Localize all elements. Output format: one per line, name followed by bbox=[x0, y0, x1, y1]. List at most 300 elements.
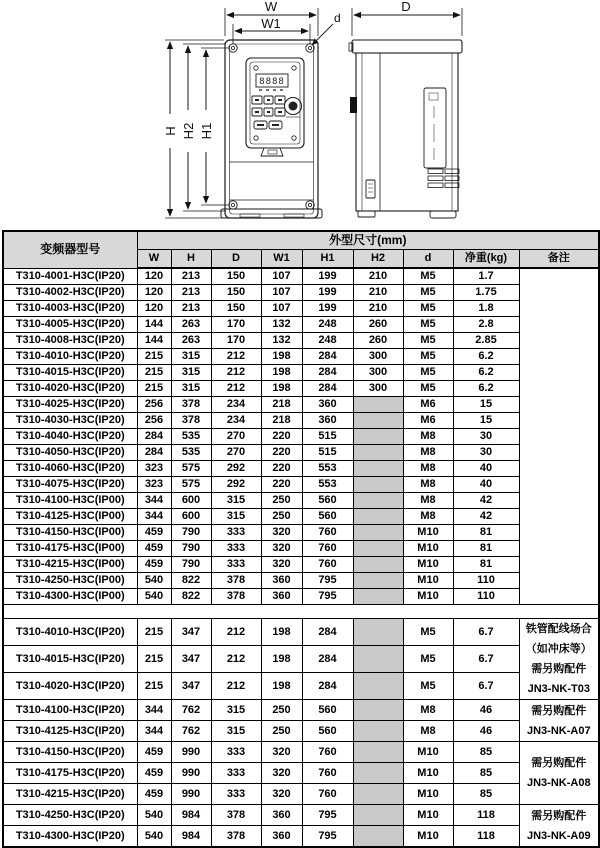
dim-cell-d: M8 bbox=[403, 429, 453, 445]
keypad-panel bbox=[246, 58, 304, 148]
dim-cell-h1: 199 bbox=[302, 285, 353, 301]
dim-cell-h: 315 bbox=[171, 381, 211, 397]
dim-cell-h2 bbox=[353, 784, 403, 805]
spec-table-body bbox=[3, 268, 599, 847]
header-weight: 净重(kg) bbox=[453, 250, 519, 269]
dim-cell-d: M5 bbox=[403, 365, 453, 381]
dim-cell-h: 535 bbox=[171, 429, 211, 445]
model-cell: T310-4150-H3C(IP00) bbox=[3, 525, 137, 541]
dim-cell-d: M5 bbox=[403, 333, 453, 349]
dim-cell-h1: 760 bbox=[302, 784, 353, 805]
dim-cell-d: M5 bbox=[403, 349, 453, 365]
dim-cell-h: 263 bbox=[171, 317, 211, 333]
dim-cell-h: 575 bbox=[171, 461, 211, 477]
dim-cell-h2 bbox=[353, 742, 403, 763]
dim-cell-w: 284 bbox=[137, 445, 171, 461]
dim-cell-w1: 220 bbox=[261, 445, 302, 461]
dim-cell-h1: 360 bbox=[302, 413, 353, 429]
dim-cell-d: M10 bbox=[403, 557, 453, 573]
dim-cell-w1: 320 bbox=[261, 742, 302, 763]
dim-cell-w1: 320 bbox=[261, 763, 302, 784]
dim-cell-d: M5 bbox=[403, 301, 453, 317]
table-row bbox=[3, 365, 599, 381]
dim-cell-d: M8 bbox=[403, 445, 453, 461]
dim-label-w: W bbox=[264, 0, 278, 14]
dim-cell-w: 344 bbox=[137, 509, 171, 525]
dim-cell-h1: 760 bbox=[302, 541, 353, 557]
dim-cell-h2 bbox=[353, 557, 403, 573]
dim-cell-wt: 2.8 bbox=[453, 317, 519, 333]
dim-cell-dd: 315 bbox=[211, 700, 261, 721]
table-row bbox=[3, 573, 599, 589]
dim-cell-h1: 284 bbox=[302, 673, 353, 700]
dim-cell-wt: 40 bbox=[453, 477, 519, 493]
display-digits: 8888 bbox=[259, 77, 285, 87]
dim-cell-h1: 515 bbox=[302, 429, 353, 445]
dim-cell-wt: 6.7 bbox=[453, 646, 519, 673]
dim-cell-dd: 212 bbox=[211, 646, 261, 673]
table-row bbox=[3, 461, 599, 477]
dim-cell-dd: 234 bbox=[211, 413, 261, 429]
dim-cell-h: 315 bbox=[171, 365, 211, 381]
dim-cell-w: 256 bbox=[137, 413, 171, 429]
dim-cell-d: M5 bbox=[403, 619, 453, 646]
dim-cell-dd: 378 bbox=[211, 805, 261, 826]
dim-cell-w: 144 bbox=[137, 317, 171, 333]
table-row bbox=[3, 619, 599, 646]
dim-cell-w: 540 bbox=[137, 573, 171, 589]
dim-label-d: d bbox=[334, 11, 341, 25]
dim-cell-dd: 378 bbox=[211, 573, 261, 589]
dim-cell-h2: 260 bbox=[353, 317, 403, 333]
dim-cell-h: 347 bbox=[171, 673, 211, 700]
dim-cell-wt: 81 bbox=[453, 557, 519, 573]
dim-cell-h: 790 bbox=[171, 541, 211, 557]
dim-cell-w: 256 bbox=[137, 397, 171, 413]
dim-cell-w1: 218 bbox=[261, 413, 302, 429]
dim-cell-wt: 81 bbox=[453, 525, 519, 541]
dim-cell-h1: 760 bbox=[302, 557, 353, 573]
table-row bbox=[3, 805, 599, 826]
header-col-screw: d bbox=[403, 250, 453, 269]
table-row bbox=[3, 763, 599, 784]
dim-cell-w: 120 bbox=[137, 285, 171, 301]
dim-cell-h2 bbox=[353, 397, 403, 413]
dim-cell-w: 459 bbox=[137, 763, 171, 784]
dim-cell-w: 344 bbox=[137, 493, 171, 509]
table-row bbox=[3, 589, 599, 605]
dim-cell-h1: 760 bbox=[302, 742, 353, 763]
keypad-buttons bbox=[252, 96, 285, 129]
dim-cell-wt: 110 bbox=[453, 573, 519, 589]
dim-cell-h2 bbox=[353, 589, 403, 605]
model-cell: T310-4250-H3C(IP20) bbox=[3, 805, 137, 826]
dim-cell-h1: 360 bbox=[302, 397, 353, 413]
dim-cell-h1: 795 bbox=[302, 826, 353, 848]
model-cell: T310-4100-H3C(IP20) bbox=[3, 700, 137, 721]
dim-cell-dd: 292 bbox=[211, 477, 261, 493]
vent-slots bbox=[428, 169, 459, 188]
model-cell: T310-4250-H3C(IP00) bbox=[3, 573, 137, 589]
dim-cell-dd: 150 bbox=[211, 268, 261, 285]
dim-cell-h2 bbox=[353, 826, 403, 848]
dim-cell-dd: 170 bbox=[211, 333, 261, 349]
dim-cell-w1: 220 bbox=[261, 461, 302, 477]
speed-knob bbox=[285, 98, 302, 118]
model-cell: T310-4075-H3C(IP20) bbox=[3, 477, 137, 493]
dim-cell-dd: 270 bbox=[211, 445, 261, 461]
dim-cell-w1: 198 bbox=[261, 619, 302, 646]
dim-cell-dd: 212 bbox=[211, 365, 261, 381]
dim-cell-wt: 118 bbox=[453, 805, 519, 826]
dim-cell-h2 bbox=[353, 413, 403, 429]
dim-cell-h: 213 bbox=[171, 285, 211, 301]
dim-label-h1: H1 bbox=[199, 122, 214, 140]
dim-cell-dd: 333 bbox=[211, 541, 261, 557]
header-col-w1: W1 bbox=[261, 250, 302, 269]
dim-cell-dd: 333 bbox=[211, 784, 261, 805]
model-cell: T310-4040-H3C(IP20) bbox=[3, 429, 137, 445]
dim-cell-w: 120 bbox=[137, 301, 171, 317]
dim-cell-d: M10 bbox=[403, 541, 453, 557]
table-row bbox=[3, 317, 599, 333]
dim-cell-h: 575 bbox=[171, 477, 211, 493]
dim-cell-w: 215 bbox=[137, 349, 171, 365]
dim-cell-w1: 132 bbox=[261, 317, 302, 333]
model-cell: T310-4008-H3C(IP20) bbox=[3, 333, 137, 349]
dim-cell-h: 790 bbox=[171, 525, 211, 541]
dim-cell-w1: 360 bbox=[261, 826, 302, 848]
dim-cell-w: 459 bbox=[137, 541, 171, 557]
dim-cell-wt: 2.85 bbox=[453, 333, 519, 349]
dim-cell-h1: 248 bbox=[302, 333, 353, 349]
dim-cell-wt: 1.7 bbox=[453, 268, 519, 285]
model-cell: T310-4025-H3C(IP20) bbox=[3, 397, 137, 413]
header-model: 变频器型号 bbox=[3, 231, 137, 268]
dim-cell-h2 bbox=[353, 763, 403, 784]
dim-cell-h1: 760 bbox=[302, 525, 353, 541]
model-cell: T310-4125-H3C(IP20) bbox=[3, 721, 137, 742]
dim-cell-h: 762 bbox=[171, 721, 211, 742]
table-row bbox=[3, 509, 599, 525]
dim-cell-w: 344 bbox=[137, 700, 171, 721]
table-row bbox=[3, 525, 599, 541]
dim-cell-d: M8 bbox=[403, 509, 453, 525]
dim-cell-dd: 333 bbox=[211, 763, 261, 784]
dim-cell-w1: 360 bbox=[261, 589, 302, 605]
remark-cell: 需另购配件 JN3-NK-A09 bbox=[519, 805, 599, 848]
dim-cell-w1: 220 bbox=[261, 477, 302, 493]
table-row bbox=[3, 333, 599, 349]
dim-cell-d: M8 bbox=[403, 493, 453, 509]
dim-cell-wt: 85 bbox=[453, 742, 519, 763]
model-cell: T310-4300-H3C(IP20) bbox=[3, 826, 137, 848]
dim-cell-h2: 210 bbox=[353, 285, 403, 301]
dim-cell-h2: 300 bbox=[353, 349, 403, 365]
dim-cell-w1: 360 bbox=[261, 805, 302, 826]
dim-cell-d: M5 bbox=[403, 285, 453, 301]
dim-cell-wt: 30 bbox=[453, 429, 519, 445]
model-cell: T310-4215-H3C(IP00) bbox=[3, 557, 137, 573]
dim-cell-d: M10 bbox=[403, 784, 453, 805]
model-cell: T310-4020-H3C(IP20) bbox=[3, 673, 137, 700]
dim-cell-w1: 198 bbox=[261, 646, 302, 673]
remark-cell: 需另购配件 JN3-NK-A07 bbox=[519, 700, 599, 742]
dimension-diagram-svg bbox=[0, 0, 600, 230]
model-cell: T310-4175-H3C(IP20) bbox=[3, 763, 137, 784]
dim-cell-h2 bbox=[353, 429, 403, 445]
dim-cell-h2 bbox=[353, 541, 403, 557]
header-dims-group: 外型尺寸(mm) bbox=[137, 231, 599, 250]
dim-cell-h1: 553 bbox=[302, 477, 353, 493]
dim-cell-w: 144 bbox=[137, 333, 171, 349]
dim-cell-h: 984 bbox=[171, 805, 211, 826]
dim-cell-w1: 198 bbox=[261, 673, 302, 700]
dim-cell-h2 bbox=[353, 619, 403, 646]
dim-cell-wt: 1.75 bbox=[453, 285, 519, 301]
dim-cell-h: 600 bbox=[171, 509, 211, 525]
front-view-drawing bbox=[163, 0, 341, 218]
dim-label-h2: H2 bbox=[181, 122, 196, 140]
dimension-diagram bbox=[0, 0, 600, 230]
table-row bbox=[3, 721, 599, 742]
dim-label-h: H bbox=[163, 126, 178, 136]
block-separator bbox=[3, 605, 599, 619]
dim-cell-h2 bbox=[353, 509, 403, 525]
dim-cell-wt: 110 bbox=[453, 589, 519, 605]
table-row bbox=[3, 826, 599, 848]
dim-cell-h1: 284 bbox=[302, 619, 353, 646]
table-row bbox=[3, 557, 599, 573]
model-cell: T310-4003-H3C(IP20) bbox=[3, 301, 137, 317]
header-col-d: D bbox=[211, 250, 261, 269]
dim-cell-dd: 333 bbox=[211, 525, 261, 541]
dim-cell-h: 378 bbox=[171, 397, 211, 413]
dim-cell-w: 215 bbox=[137, 365, 171, 381]
dim-cell-d: M5 bbox=[403, 317, 453, 333]
dim-cell-w1: 250 bbox=[261, 509, 302, 525]
dim-cell-dd: 150 bbox=[211, 285, 261, 301]
model-cell: T310-4002-H3C(IP20) bbox=[3, 285, 137, 301]
header-col-h: H bbox=[171, 250, 211, 269]
table-row bbox=[3, 397, 599, 413]
dim-cell-h1: 199 bbox=[302, 268, 353, 285]
dim-cell-h1: 760 bbox=[302, 763, 353, 784]
dim-cell-dd: 212 bbox=[211, 349, 261, 365]
dim-cell-h: 822 bbox=[171, 573, 211, 589]
dim-cell-h: 600 bbox=[171, 493, 211, 509]
dim-cell-d: M10 bbox=[403, 525, 453, 541]
dim-cell-d: M10 bbox=[403, 826, 453, 848]
header-col-w: W bbox=[137, 250, 171, 269]
dim-cell-dd: 292 bbox=[211, 461, 261, 477]
dim-cell-h: 822 bbox=[171, 589, 211, 605]
dim-cell-w1: 250 bbox=[261, 493, 302, 509]
dim-label-depth: D bbox=[401, 0, 411, 14]
dim-cell-h1: 284 bbox=[302, 365, 353, 381]
dim-cell-h1: 560 bbox=[302, 721, 353, 742]
dim-cell-w1: 107 bbox=[261, 301, 302, 317]
dim-cell-w: 120 bbox=[137, 268, 171, 285]
dim-cell-dd: 378 bbox=[211, 826, 261, 848]
table-row bbox=[3, 784, 599, 805]
table-row bbox=[3, 381, 599, 397]
model-cell: T310-4020-H3C(IP20) bbox=[3, 381, 137, 397]
dim-cell-w1: 198 bbox=[261, 365, 302, 381]
model-cell: T310-4010-H3C(IP20) bbox=[3, 349, 137, 365]
dim-cell-h: 984 bbox=[171, 826, 211, 848]
dim-cell-dd: 270 bbox=[211, 429, 261, 445]
table-row bbox=[3, 429, 599, 445]
dim-cell-w1: 198 bbox=[261, 381, 302, 397]
dim-cell-w1: 360 bbox=[261, 573, 302, 589]
table-row bbox=[3, 445, 599, 461]
dim-cell-h2 bbox=[353, 700, 403, 721]
dim-cell-w1: 320 bbox=[261, 784, 302, 805]
dim-cell-h2 bbox=[353, 493, 403, 509]
dim-cell-h1: 284 bbox=[302, 381, 353, 397]
dim-cell-dd: 212 bbox=[211, 673, 261, 700]
model-cell: T310-4060-H3C(IP20) bbox=[3, 461, 137, 477]
dim-cell-wt: 6.7 bbox=[453, 619, 519, 646]
dim-cell-w: 215 bbox=[137, 673, 171, 700]
dim-cell-d: M6 bbox=[403, 397, 453, 413]
dim-cell-h: 535 bbox=[171, 445, 211, 461]
dim-cell-wt: 6.7 bbox=[453, 673, 519, 700]
model-cell: T310-4215-H3C(IP20) bbox=[3, 784, 137, 805]
dim-cell-h1: 515 bbox=[302, 445, 353, 461]
dim-cell-w: 459 bbox=[137, 525, 171, 541]
dim-cell-h2: 300 bbox=[353, 365, 403, 381]
dim-cell-h2 bbox=[353, 673, 403, 700]
dim-cell-w: 344 bbox=[137, 721, 171, 742]
dim-cell-wt: 46 bbox=[453, 700, 519, 721]
dim-cell-wt: 85 bbox=[453, 784, 519, 805]
dim-cell-wt: 15 bbox=[453, 413, 519, 429]
dim-cell-d: M5 bbox=[403, 646, 453, 673]
table-row bbox=[3, 477, 599, 493]
model-cell: T310-4125-H3C(IP00) bbox=[3, 509, 137, 525]
dim-cell-w1: 107 bbox=[261, 268, 302, 285]
table-row bbox=[3, 285, 599, 301]
dim-cell-dd: 212 bbox=[211, 381, 261, 397]
table-row bbox=[3, 700, 599, 721]
dim-cell-h: 990 bbox=[171, 742, 211, 763]
dim-cell-wt: 42 bbox=[453, 509, 519, 525]
dim-cell-h: 990 bbox=[171, 763, 211, 784]
table-row bbox=[3, 493, 599, 509]
dim-cell-dd: 234 bbox=[211, 397, 261, 413]
model-cell: T310-4300-H3C(IP00) bbox=[3, 589, 137, 605]
remark-cell bbox=[519, 268, 599, 605]
dim-cell-dd: 378 bbox=[211, 589, 261, 605]
dim-cell-w: 215 bbox=[137, 381, 171, 397]
dim-cell-h2 bbox=[353, 525, 403, 541]
dim-cell-wt: 40 bbox=[453, 461, 519, 477]
header-row-1 bbox=[3, 231, 599, 250]
table-row bbox=[3, 268, 599, 285]
dim-cell-h: 990 bbox=[171, 784, 211, 805]
header-col-h1: H1 bbox=[302, 250, 353, 269]
remark-cell: 需另购配件 JN3-NK-A08 bbox=[519, 742, 599, 805]
dim-cell-h: 347 bbox=[171, 619, 211, 646]
dim-cell-h2: 210 bbox=[353, 301, 403, 317]
dim-cell-d: M10 bbox=[403, 573, 453, 589]
table-row bbox=[3, 413, 599, 429]
table-row bbox=[3, 742, 599, 763]
side-view-drawing bbox=[349, 0, 462, 218]
dim-cell-h: 762 bbox=[171, 700, 211, 721]
dim-cell-d: M8 bbox=[403, 461, 453, 477]
model-cell: T310-4005-H3C(IP20) bbox=[3, 317, 137, 333]
model-cell: T310-4150-H3C(IP20) bbox=[3, 742, 137, 763]
dim-cell-w1: 250 bbox=[261, 721, 302, 742]
dim-cell-w1: 320 bbox=[261, 557, 302, 573]
remark-cell: 铁管配线场合 （如冲床等） 需另购配件 JN3-NK-T03 bbox=[519, 619, 599, 700]
dim-cell-h1: 795 bbox=[302, 589, 353, 605]
model-cell: T310-4100-H3C(IP00) bbox=[3, 493, 137, 509]
dim-cell-d: M10 bbox=[403, 763, 453, 784]
dim-cell-h: 378 bbox=[171, 413, 211, 429]
dim-cell-w: 459 bbox=[137, 742, 171, 763]
dim-cell-d: M8 bbox=[403, 721, 453, 742]
dim-cell-dd: 333 bbox=[211, 557, 261, 573]
dim-cell-h2 bbox=[353, 445, 403, 461]
dim-cell-wt: 46 bbox=[453, 721, 519, 742]
dim-cell-dd: 212 bbox=[211, 619, 261, 646]
dim-cell-h1: 795 bbox=[302, 805, 353, 826]
nameplate-label bbox=[424, 88, 446, 168]
model-cell: T310-4015-H3C(IP20) bbox=[3, 365, 137, 381]
dim-cell-w: 459 bbox=[137, 557, 171, 573]
header-remark: 备注 bbox=[519, 250, 599, 269]
dim-cell-h: 213 bbox=[171, 268, 211, 285]
dim-cell-w: 540 bbox=[137, 805, 171, 826]
dim-cell-h: 347 bbox=[171, 646, 211, 673]
dim-cell-d: M10 bbox=[403, 589, 453, 605]
dim-cell-d: M8 bbox=[403, 477, 453, 493]
dim-cell-wt: 85 bbox=[453, 763, 519, 784]
dim-cell-d: M10 bbox=[403, 742, 453, 763]
dim-cell-h1: 795 bbox=[302, 573, 353, 589]
dim-cell-d: M10 bbox=[403, 805, 453, 826]
model-cell: T310-4015-H3C(IP20) bbox=[3, 646, 137, 673]
dim-cell-h1: 553 bbox=[302, 461, 353, 477]
dim-cell-dd: 150 bbox=[211, 301, 261, 317]
dim-cell-h: 263 bbox=[171, 333, 211, 349]
dim-cell-w: 323 bbox=[137, 477, 171, 493]
dim-cell-w: 323 bbox=[137, 461, 171, 477]
model-cell: T310-4050-H3C(IP20) bbox=[3, 445, 137, 461]
dim-cell-wt: 81 bbox=[453, 541, 519, 557]
dim-cell-w: 540 bbox=[137, 589, 171, 605]
dim-cell-w1: 320 bbox=[261, 541, 302, 557]
dim-cell-dd: 333 bbox=[211, 742, 261, 763]
dim-cell-h2 bbox=[353, 477, 403, 493]
dim-cell-w: 215 bbox=[137, 646, 171, 673]
dim-cell-d: M5 bbox=[403, 268, 453, 285]
dim-cell-h: 790 bbox=[171, 557, 211, 573]
dim-cell-h2: 210 bbox=[353, 268, 403, 285]
dim-cell-h2 bbox=[353, 573, 403, 589]
dim-cell-w1: 107 bbox=[261, 285, 302, 301]
dim-cell-h2 bbox=[353, 721, 403, 742]
dim-cell-dd: 315 bbox=[211, 509, 261, 525]
dim-cell-h1: 248 bbox=[302, 317, 353, 333]
dim-cell-d: M5 bbox=[403, 381, 453, 397]
dim-cell-w: 215 bbox=[137, 619, 171, 646]
dim-cell-h1: 284 bbox=[302, 646, 353, 673]
